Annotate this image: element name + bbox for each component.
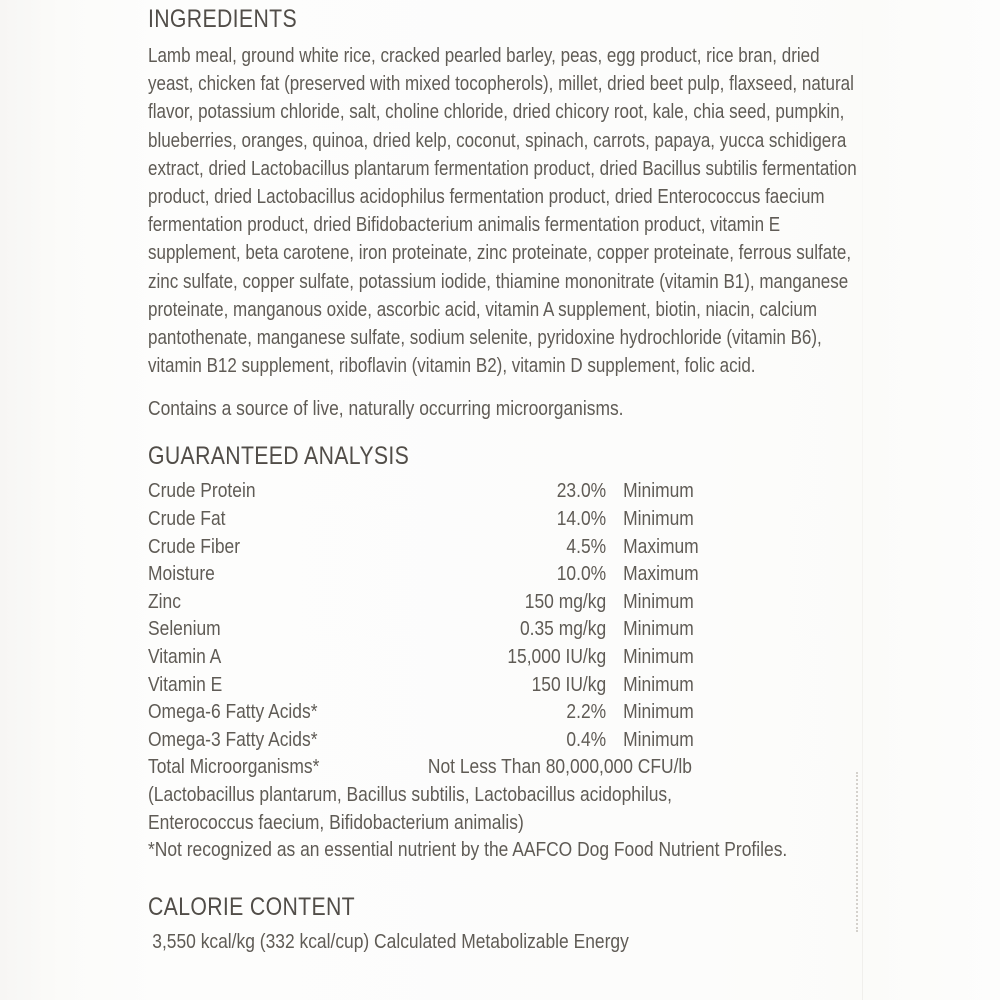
table-row bbox=[148, 560, 712, 588]
nutrient-qualifier: Minimum bbox=[623, 617, 694, 641]
table-row bbox=[148, 698, 712, 726]
table-row bbox=[148, 615, 712, 643]
nutrient-qualifier: Minimum bbox=[623, 672, 694, 696]
nutrient-name: Selenium bbox=[148, 617, 221, 641]
label-edge-perforation-marks bbox=[856, 772, 858, 932]
label-content bbox=[148, 6, 864, 956]
nutrient-value: 14.0% bbox=[556, 507, 607, 531]
microorganisms-species-note: (Lactobacillus plantarum, Bacillus subtilis, Lactobacillus acidophilus, Enterococcus faecium, Bifidobacterium animalis) bbox=[148, 782, 672, 834]
calorie-content-text: 3,550 kcal/kg (332 kcal/cup) Calculated Metabolizable Energy bbox=[152, 929, 629, 953]
nutrient-qualifier: Minimum bbox=[623, 479, 694, 503]
nutrient-name: Crude Fat bbox=[148, 507, 226, 531]
nutrient-value: 10.0% bbox=[556, 562, 607, 586]
nutrient-name: Zinc bbox=[148, 589, 181, 613]
contains-microorganisms-note: Contains a source of live, naturally occurring microorganisms. bbox=[148, 397, 624, 421]
nutrient-name: Omega-3 Fatty Acids* bbox=[148, 727, 318, 751]
nutrient-qualifier: Maximum bbox=[623, 562, 699, 586]
calorie-content-section bbox=[148, 894, 864, 956]
guaranteed-analysis-heading: GUARANTEED ANALYSIS bbox=[148, 442, 410, 471]
nutrient-qualifier: Minimum bbox=[623, 507, 694, 531]
table-row bbox=[148, 505, 712, 533]
nutrient-value: 15,000 IU/kg bbox=[507, 645, 607, 668]
table-row bbox=[148, 671, 712, 699]
nutrient-value: 2.2% bbox=[566, 700, 607, 724]
table-row bbox=[148, 588, 712, 616]
calorie-content-heading: CALORIE CONTENT bbox=[148, 892, 356, 921]
nutrient-value: 150 mg/kg bbox=[524, 589, 607, 613]
nutrient-qualifier: Minimum bbox=[623, 727, 694, 751]
nutrient-value: 23.0% bbox=[556, 479, 607, 503]
nutrient-qualifier: Maximum bbox=[623, 534, 699, 558]
table-row bbox=[148, 533, 712, 561]
table-row bbox=[148, 726, 712, 754]
nutrient-name: Crude Protein bbox=[148, 479, 256, 503]
nutrient-value: 0.4% bbox=[566, 727, 607, 751]
nutrient-value: 4.5% bbox=[566, 534, 607, 558]
nutrient-name: Vitamin E bbox=[148, 672, 223, 696]
nutrient-value: 150 IU/kg bbox=[531, 672, 607, 696]
guaranteed-analysis-table bbox=[148, 477, 712, 781]
nutrient-name: Moisture bbox=[148, 562, 215, 586]
nutrient-name: Vitamin A bbox=[148, 645, 222, 668]
aafco-footnote: *Not recognized as an essential nutrient by the AAFCO Dog Food Nutrient Profiles. bbox=[148, 838, 788, 862]
nutrient-name: Omega-6 Fatty Acids* bbox=[148, 700, 318, 724]
ingredients-heading: INGREDIENTS bbox=[148, 5, 297, 33]
table-row bbox=[148, 643, 712, 671]
nutrient-name: Total Microorganisms* bbox=[148, 755, 320, 779]
nutrient-value: 0.35 mg/kg bbox=[519, 617, 607, 641]
nutrient-name: Crude Fiber bbox=[148, 534, 241, 558]
label-edge-line bbox=[862, 0, 863, 1000]
table-row-total-microorganisms bbox=[148, 753, 712, 781]
nutrient-value: Not Less Than 80,000,000 CFU/lb bbox=[427, 755, 692, 779]
ingredients-text: Lamb meal, ground white rice, cracked pearled barley, peas, egg product, rice bran, dried yeast, chicken fat (preserved with mixed tocopherols), millet, dried beet pulp, flaxseed, natural flavor, potassium chloride, salt, choline chloride, dried chicory root, kale, chia seed, pumpkin, blueberries, oranges, quinoa, dried kelp, coconut, spinach, carrots, papaya, yucca schidigera extract, dried Lactobacillus plantarum fermentation product, dried Bacillus subtilis fermentation product, dried Lactobacillus acidophilus fermentation product, dried Enterococcus faecium fermentation product, dried Bifidobacterium animalis fermentation product, vitamin E supplement, beta carotene, iron proteinate, zinc proteinate, copper proteinate, ferrous sulfate, zinc sulfate, copper sulfate, potassium iodide, thiamine mononitrate (vitamin B1), manganese proteinate, manganous oxide, ascorbic acid, vitamin A supplement, biotin, niacin, calcium pantothenate, manganese sulfate, sodium selenite, pyridoxine hydrochloride (vitamin B6), vitamin B12 supplement, riboflavin (vitamin B2), vitamin D supplement, folic acid. bbox=[148, 45, 857, 378]
nutrient-qualifier: Minimum bbox=[623, 589, 694, 613]
ingredients-section bbox=[148, 6, 864, 423]
table-row bbox=[148, 477, 712, 505]
nutrient-qualifier: Minimum bbox=[623, 645, 694, 668]
nutrient-qualifier: Minimum bbox=[623, 700, 694, 724]
guaranteed-analysis-section bbox=[148, 443, 864, 863]
